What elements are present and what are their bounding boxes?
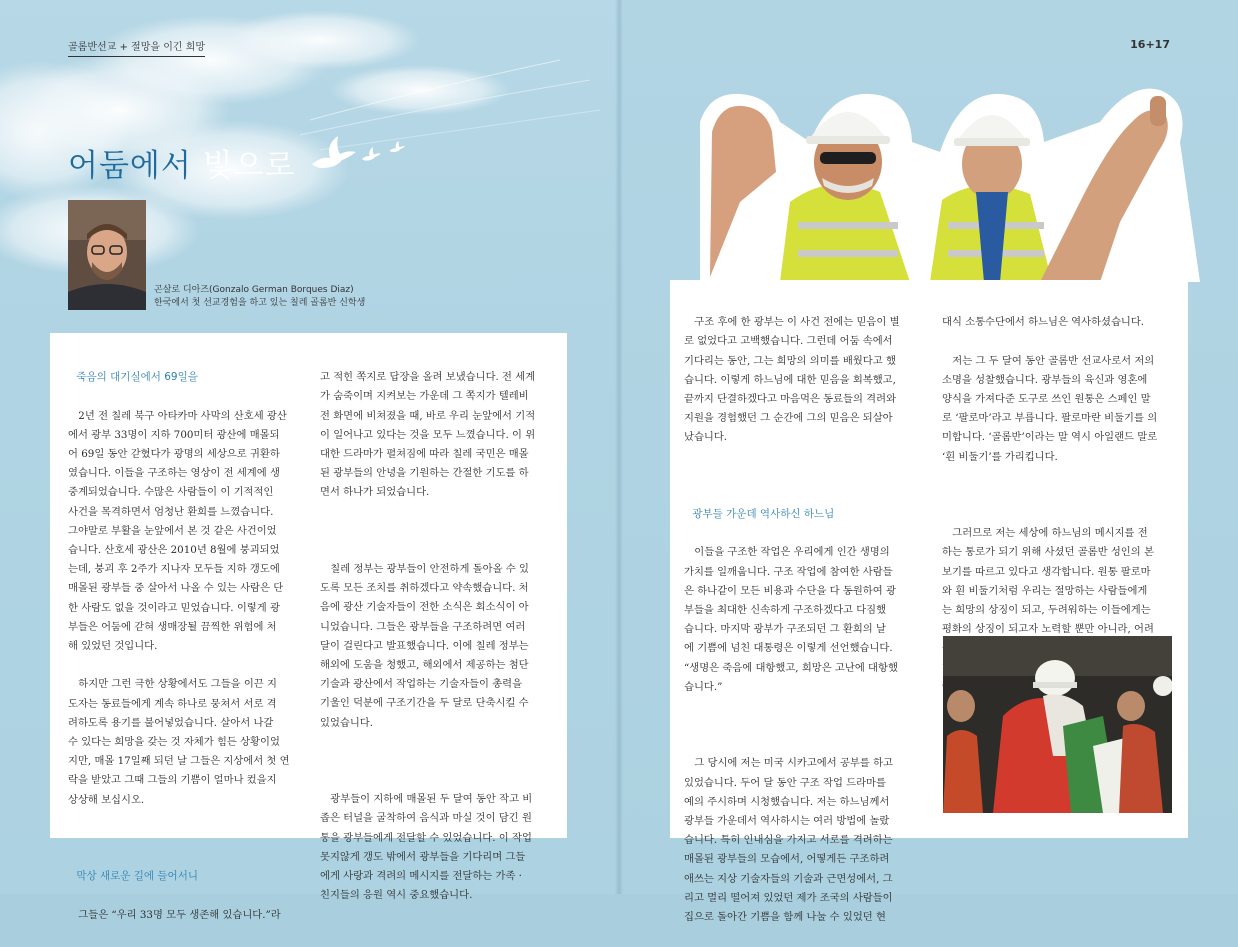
title-part-darkness: 어둠에서 xyxy=(68,148,192,184)
paragraph-text: 그러므로 저는 세상에 하느님의 메시지를 전 하는 통로가 되기 위해 사셨던 골롬반 성인의 본 보기를 따르고 있다고 생각합니다. 원통 팔로마 와 흰 비둘기처럼 우리는 절망하는 사람들에게 는 희망의 상징이 되고, 두려워하는 이들에게는 평화의 상징이 되고자 노력할 뿐만 아니라, 어려 xyxy=(942,527,1154,636)
dove-icon-small xyxy=(388,140,406,155)
paragraph: 2년 전 칠레 북구 아타카마 사막의 산호세 광산 에서 광부 33명이 지하 700미터 광산에 매몰되 어 69일 동안 갇혔다가 광명의 세상으로 귀환하 였습니다. 이들을 구조하는 영상이 전 세계에 생 중계되었습니다. 수많은 사람들이 이 기적적인 사건을 목격하면서 엄청난 환희를 느꼈습니다. 그야말로 부활을 눈앞에서 본 것 같은 사건이었 습니다. 산호세 광산은 2010년 8월에 붕괴되었 는데, 붕괴 후 2주가 지나자 모두들 지하 갱도에 매몰된 광부들 중 살아서 나올 수 있는 사람은 단 한 사람도 없을 것이라고 믿었습니다. 이렇게 광 부들은 어둠에 갇혀 생매장될 끔찍한 위험에 처 해 있었던 것입니다. xyxy=(68,409,287,653)
left-text-box xyxy=(50,333,567,921)
paragraph: 이들을 구조한 작업은 우리에게 인간 생명의 가치를 일깨웁니다. 구조 작업에 참여한 사람들 은 하나같이 모든 비용과 수단을 다 동원하여 광 부들을 최대한 신속하게 구조하겠다고 다짐했 습니다. 마지막 광부가 구조되던 그 환희의 날 에 기쁨에 넘친 대통령은 이렇게 선언했습니다. “생명은 죽음에 대항했고, 희망은 고난에 대항했 습니다.” xyxy=(684,546,898,693)
subheading: 막상 새로운 길에 들어서니 xyxy=(76,870,198,883)
paragraph: 고 적힌 쪽지로 답장을 올려 보냈습니다. 전 세계 가 숨죽이며 지켜보는 가운데 그 쪽지가 텔레비 전 화면에 비쳐졌을 때, 바로 우리 눈앞에서 기적 이 일어나고 있다는 것을 모두 느꼈습니다. 이 위 대한 드라마가 펼쳐짐에 따라 칠레 국민은 매몰 된 광부들의 안녕을 기원하는 간절한 기도를 하 면서 하나가 되었습니다. xyxy=(320,371,536,499)
paragraph: 그 당시에 저는 미국 시카고에서 공부를 하고 있었습니다. 두어 달 동안 구조 작업 드라마를 예의 주시하며 시청했습니다. 저는 하느님께서 광부들 가운데서 역사하시는 여러 방법에 놀랐 습니다. 특히 인내심을 가지고 서로를 격려하는 매몰된 광부들의 모습에서, 어떻게든 구조하려 애쓰는 지상 기술자들의 기술과 근면성에서, 그 리고 멀리 떨어져 있었던 제가 조국의 사람들이 집으로 돌아간 기쁨을 함께 나눌 수 있었던 현 xyxy=(684,757,893,924)
column-2 xyxy=(320,349,552,925)
article-title xyxy=(68,140,296,185)
author-name: 곤살로 디아즈(Gonzalo German Borques Diaz) xyxy=(154,285,354,295)
author-photo xyxy=(68,200,146,310)
dove-icon xyxy=(308,134,358,176)
paragraph: 저는 그 두 달여 동안 골롬반 선교사로서 저의 소명을 성찰했습니다. 광부들의 육신과 영혼에 양식을 가져다준 도구로 쓰인 원통은 스페인 말 로 ‘팔로마’라고 부릅니다. 팔로마란 비둘기를 의 미합니다. ‘골롬반’이라는 말 역시 아일랜드 말로 ‘흰 비둘기’를 가리킵니다. xyxy=(942,354,1158,463)
paragraph: 그들은 “우리 33명 모두 생존해 있습니다.”라 xyxy=(78,908,281,921)
subheading: 죽음의 대기실에서 69일을 xyxy=(76,371,198,384)
dove-icon-small xyxy=(360,146,382,164)
paragraph: 구조 후에 한 광부는 이 사건 전에는 믿음이 별 로 없었다고 고백했습니다. 그런데 어둠 속에서 기다리는 동안, 그는 희망의 의미를 배웠다고 했 습니다. 이렇게 하느님에 대한 믿음을 회복했고, 끝까지 단결하겠다고 마음먹은 동료들의 격려와 지원을 경험했던 그 순간에 그의 믿음은 되살아 났습니다. xyxy=(684,316,900,444)
paragraph: 칠레 정부는 광부들이 안전하게 돌아올 수 있 도록 모든 조치를 취하겠다고 약속했습니다. 처 음에 광산 기술자들이 전한 소식은 회소식이 아 니었습니다. 그들은 광부들을 구조하려면 여러 달이 걸린다고 발표했습니다. 이에 칠레 정부는 해외에 도움을 청했고, 해외에서 제공하는 첨단 기술과 광산에서 작업하는 기술자들이 총력을 기울인 덕분에 구조기간을 두 달로 단축시킬 수 있었습니다. xyxy=(320,563,529,729)
author-caption xyxy=(154,284,365,310)
rescued-miners-photo xyxy=(680,82,1220,292)
paragraph: 하지만 그런 극한 상황에서도 그들을 이끈 지 도자는 동료들에게 계속 하나로 뭉쳐서 서로 격 려하도록 용기를 불어넣었습니다. 살아서 나갈 수 있다는 희망을 갖는 것 자체가 힘든 상황이었 지만, 매몰 17일째 되던 날 그들은 지상에서 첫 연 락을 받았고 그때 그들의 기쁨이 얼마나 컸을지 상상해 보십시오. xyxy=(68,678,290,806)
running-head: 골롬반선교 + 절망을 이긴 희망 xyxy=(68,38,205,57)
page-number: 16+17 xyxy=(1130,38,1170,51)
paragraph: 광부들이 지하에 매몰된 두 달여 동안 작고 비 좁은 터널을 굴착하여 음식과 마실 것이 담긴 원 통을 광부들에게 전달할 수 있었습니다. 이 작업 못지않게 갱도 밖에서 광부들을 기다리며 그들 에게 사랑과 격려의 메시지를 전달하는 가족 · 친지들의 응원 역시 중요했습니다. xyxy=(320,793,533,902)
author-description: 한국에서 첫 선교경험을 하고 있는 칠레 골롬반 신학생 xyxy=(154,298,366,308)
column-3 xyxy=(684,294,928,947)
left-page xyxy=(0,0,619,921)
column-1 xyxy=(68,349,300,944)
subheading: 광부들 가운데 역사하신 하느님 xyxy=(692,508,835,521)
paragraph: 대식 소통수단에서 하느님은 역사하셨습니다. xyxy=(942,316,1145,329)
rescue-embrace-photo xyxy=(943,636,1172,813)
page-gutter xyxy=(615,0,623,894)
title-part-light: 빛으로 xyxy=(191,148,296,184)
